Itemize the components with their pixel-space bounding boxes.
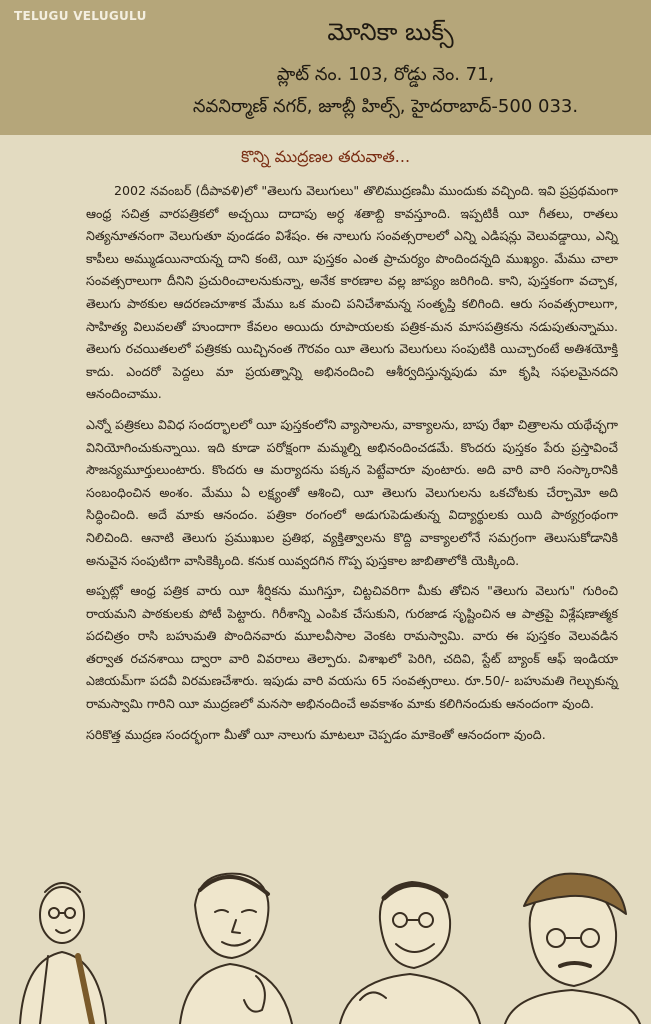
section-title: కొన్ని ముద్రణల తరువాత... <box>240 147 411 166</box>
caricature-figure-4 <box>505 874 640 1024</box>
body-text <box>86 180 618 754</box>
publisher-name: మోనికా బుక్స్ <box>327 18 454 46</box>
caricature-illustration <box>0 860 651 1024</box>
paragraph: ఎన్నో పత్రికలు వివిధ సందర్భాలలో యీ పుస్తకంలోని వ్యాసాలను, వాక్యాలను, బాపు రేఖా చిత్రాలను యథేచ్ఛగా వినియోగించుకున్నాయి. ఇది కూడా పరోక్షంగా మమ్మల్ని అభినందించడమే. కొందరు పుస్తకం పేరు ప్రస్తావించే సౌజన్యమూర్తులుంటారు. కొందరు ఆ మర్యాదను పక్కన పెట్టేవారూ వుంటారు. అది వారి వారి సంస్కారానికి సంబంధించిన అంశం. మేము ఏ లక్ష్యంతో ఆశించి, యీ తెలుగు వెలుగులను ఒకచోటకు చేర్చామో అది సిద్ధించింది. అదే మాకు ఆనందం. పత్రికా రంగంలో అడుగుపెడుతున్న విద్యార్థులకు యిది పాఠ్యగ్రంథంగా నిలిచింది. ఆనాటి తెలుగు ప్రముఖుల ప్రతిభ, వ్యక్తిత్వాలను కొద్ది వాక్యాలలోనే సమగ్రంగా తెలుసుకోడానికి అనువైన సంపుటిగా వాసికెక్కింది. కనుక యివ్వదగిన గొప్ప పుస్తకాల జాబితాలోకి యెక్కింది. <box>86 416 618 568</box>
series-label: TELUGU VELUGULU <box>14 9 147 23</box>
paragraph: అప్పట్లో ఆంధ్ర పత్రిక వారు యీ శీర్షికను ముగిస్తూ, చిట్టచివరిగా మీకు తోచిన "తెలుగు వెలుగు" గురించి రాయమని పాఠకులకు పోటీ పెట్టారు. గిరీశాన్ని ఎంపిక చేసుకుని, గురజాడ సృష్టించిన ఆ పాత్రపై విశ్లేషణాత్మక పదచిత్రం రాసి బహుమతి పొందినవారు మూలవీసాల వెంకట రామస్వామి. వారు ఈ పుస్తకం వెలువడిన తర్వాత రచనశాయి ద్వారా వారి వివరాలు తెల్పారు. విశాఖలో పెరిగి, చదివి, స్టేట్ బ్యాంక్ ఆఫ్ ఇండియా ఎజియమ్‌గా పదవీ విరమణచేశారు. ఇపుడు వారి వయసు 65 సంవత్సరాలు. రూ.50/- బహుమతి గెల్చుకున్న రామస్వామి గారిని యీ ముద్రణలో మనసా అభినందించే అవకాశం మాకు కలిగినందుకు ఆనందంగా వుంది. <box>86 583 618 712</box>
paragraph: 2002 నవంబర్ (దీపావళి)లో "తెలుగు వెలుగులు" తొలిముద్రణమీ ముందుకు వచ్చింది. ఇవి ప్రప్రథమంగా ఆంధ్ర సచిత్ర వారపత్రికలో అచ్చయి దాదాపు అర్ధ శతాబ్ది కావస్తూంది. ఇప్పటికీ యీ గీతలు, రాతలు నిత్యనూతనంగా వెలుగుతూ వుండడం విశేషం. ఈ నాలుగు సంవత్సరాలలో ఎన్ని ఎడిషన్లు వెలువడ్డాయి, ఎన్ని కాపీలు అమ్ముడయినాయన్న దాని కంటె, యీ పుస్తకం ఎంత ప్రాచుర్యం పొందిందన్నది ముఖ్యం. మేము చాలా సంవత్సరాలుగా దీనిని ప్రచురించాలనుకున్నా, అనేక కారణాల వల్ల జాప్యం జరిగింది. కాని, పుస్తకంగా వచ్చాక, తెలుగు పాఠకుల ఆదరణచూశాక మేము ఒక మంచి పనిచేశామన్న సంతృప్తి కలిగింది. ఆరు సంవత్సరాలుగా, సాహిత్య విలువలతో హుందాగా కేవలం అయిదు రూపాయలకు పత్రిక-మన మాసపత్రికను నడుపుతున్నాము. తెలుగు రచయితలలో పత్రికకు యిచ్చినంత గౌరవం యీ తెలుగు వెలుగులు సంపుటికి యిచ్చారంటే అతిశయోక్తి కాదు. ఎందరో పెద్దలు మా ప్రయత్నాన్ని అభినందించి ఆశీర్వదిస్తున్నపుడు మా కృషి సఫలమైనదని ఆనందించాము. <box>86 183 618 402</box>
caricature-figure-1 <box>20 883 106 1024</box>
caricature-figure-2 <box>180 874 292 1024</box>
caricature-figure-3 <box>340 882 480 1024</box>
paragraph: సరికొత్త ముద్రణ సందర్భంగా మీతో యీ నాలుగు మాటలూ చెప్పడం మాకెంతో ఆనందంగా వుంది. <box>86 726 546 742</box>
header-band <box>0 0 651 135</box>
address-line-2: నవనిర్మాణ్ నగర్, జూబ్లీ హిల్స్, హైదరాబాద్-500 033. <box>192 96 579 117</box>
address-line-1: ప్లాట్ నం. 103, రోడ్డు నెం. 71, <box>276 64 495 85</box>
